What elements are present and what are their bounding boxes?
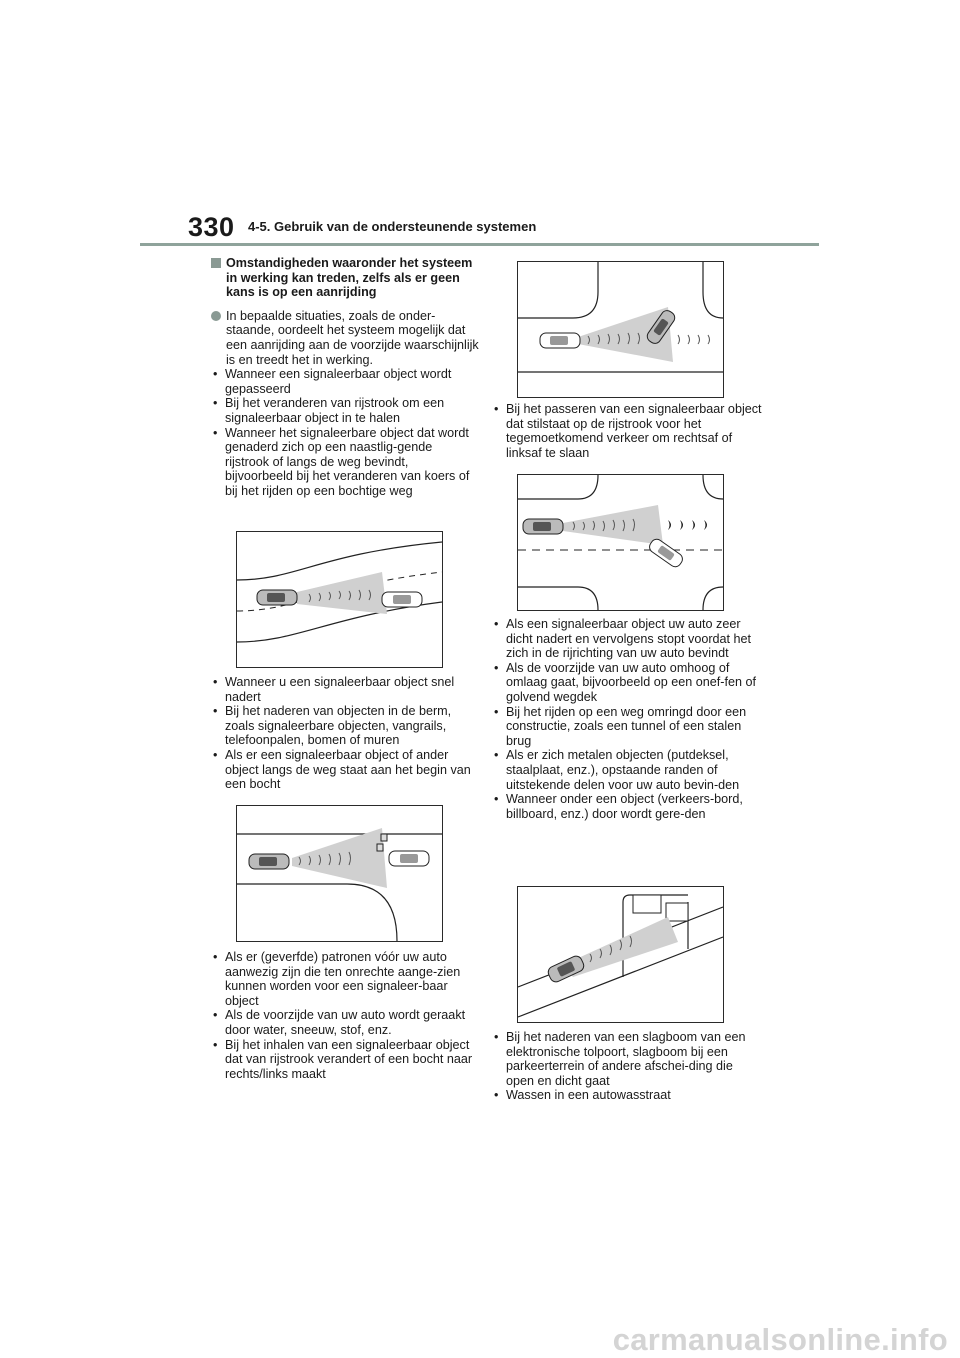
left-column-block-b [211, 675, 479, 792]
illustration-overhead-sign [517, 886, 724, 1023]
bullet-list [211, 950, 479, 1081]
list-item: • Als er zich metalen objecten (putdeksel, staalplaat, enz.), opstaande randen of uitstekende delen voor uw auto bevin-den [492, 748, 762, 792]
left-column-block-c [211, 950, 479, 1081]
square-bullet-icon [211, 258, 221, 268]
list-item: • Bij het inhalen van een signaleerbaar object dat van rijstrook verandert of een bocht naar rechts/links maakt [211, 1038, 479, 1082]
list-item: • Bij het veranderen van rijstrook om een signaleerbaar object in te halen [211, 396, 479, 425]
section-title: 4-5. Gebruik van de ondersteunende systemen [248, 219, 537, 234]
list-item: • Bij het passeren van een signaleerbaar object dat stilstaat op de rijstrook voor het tegemoetkomend verkeer om rechtsaf of linksaf te slaan [492, 402, 762, 460]
list-item: • Wanneer een signaleerbaar object wordt gepasseerd [211, 367, 479, 396]
right-column-block-b [492, 617, 762, 821]
bullet-list [211, 367, 479, 498]
bullet-list [492, 402, 762, 460]
watermark: carmanualsonline.info [612, 1322, 948, 1357]
page-number: 330 [188, 212, 235, 242]
illustration-intersection-turn [517, 261, 724, 398]
curved-road-diagram [237, 532, 442, 667]
bullet-list [492, 1030, 762, 1103]
list-item: • Als er een signaleerbaar object of ander object langs de weg staat aan het begin van een bocht [211, 748, 479, 792]
list-item: • Wanneer onder een object (verkeers-bord, billboard, enz.) door wordt gere-den [492, 792, 762, 821]
illustration-curved-road [236, 531, 443, 668]
intro-text: In bepaalde situaties, zoals de onder-staande, oordeelt het systeem mogelijk dat een aanrijding aan de voorzijde waarschijnlijk is en treedt het in werking. [226, 308, 479, 367]
list-item: • Bij het naderen van objecten in de berm, zoals signaleerbare objecten, vangrails, telefoonpalen, bomen of muren [211, 704, 479, 748]
right-column-block-c [492, 1030, 762, 1103]
list-item: • Als de voorzijde van uw auto wordt geraakt door water, sneeuw, stof, enz. [211, 1008, 479, 1037]
intro-paragraph [211, 309, 479, 367]
curve-roadside-diagram [237, 806, 442, 941]
list-item: • Wassen in een autowasstraat [492, 1088, 762, 1103]
header-rule [140, 243, 819, 246]
list-item: • Als een signaleerbaar object uw auto zeer dicht nadert en vervolgens stopt voordat het zich in de rijrichting van uw auto bevindt [492, 617, 762, 661]
illustration-curve-roadside [236, 805, 443, 942]
bullet-list [211, 675, 479, 792]
overhead-sign-diagram [518, 887, 723, 1022]
list-item: • Als de voorzijde van uw auto omhoog of omlaag gaat, bijvoorbeeld op een onef-fen of golvend wegdek [492, 661, 762, 705]
bullet-list [492, 617, 762, 821]
section-heading [211, 256, 479, 300]
oncoming-stop-diagram [518, 475, 723, 610]
illustration-oncoming-stop [517, 474, 724, 611]
section-heading-text: Omstandigheden waaronder het systeem in werking kan treden, zelfs als er geen kans is op een aanrijding [226, 256, 473, 300]
list-item: • Bij het naderen van een slagboom van een elektronische tolpoort, slagboom bij een parkeerterrein of andere afschei-ding die open en dicht gaat [492, 1030, 762, 1088]
circle-bullet-icon [211, 311, 221, 321]
list-item: • Wanneer u een signaleerbaar object snel nadert [211, 675, 479, 704]
right-column-block-a [492, 402, 762, 460]
intersection-turn-diagram [518, 262, 723, 397]
left-column [211, 256, 479, 499]
list-item: • Wanneer het signaleerbare object dat wordt genaderd zich op een naastlig-gende rijstrook of langs de weg bevindt, bijvoorbeeld bij het veranderen van koers of bij het rijden op een bochtige weg [211, 426, 479, 499]
list-item: • Als er (geverfde) patronen vóór uw auto aanwezig zijn die ten onrechte aange-zien kunnen worden voor een signaleer-baar object [211, 950, 479, 1008]
list-item: • Bij het rijden op een weg omringd door een constructie, zoals een tunnel of een stalen brug [492, 705, 762, 749]
